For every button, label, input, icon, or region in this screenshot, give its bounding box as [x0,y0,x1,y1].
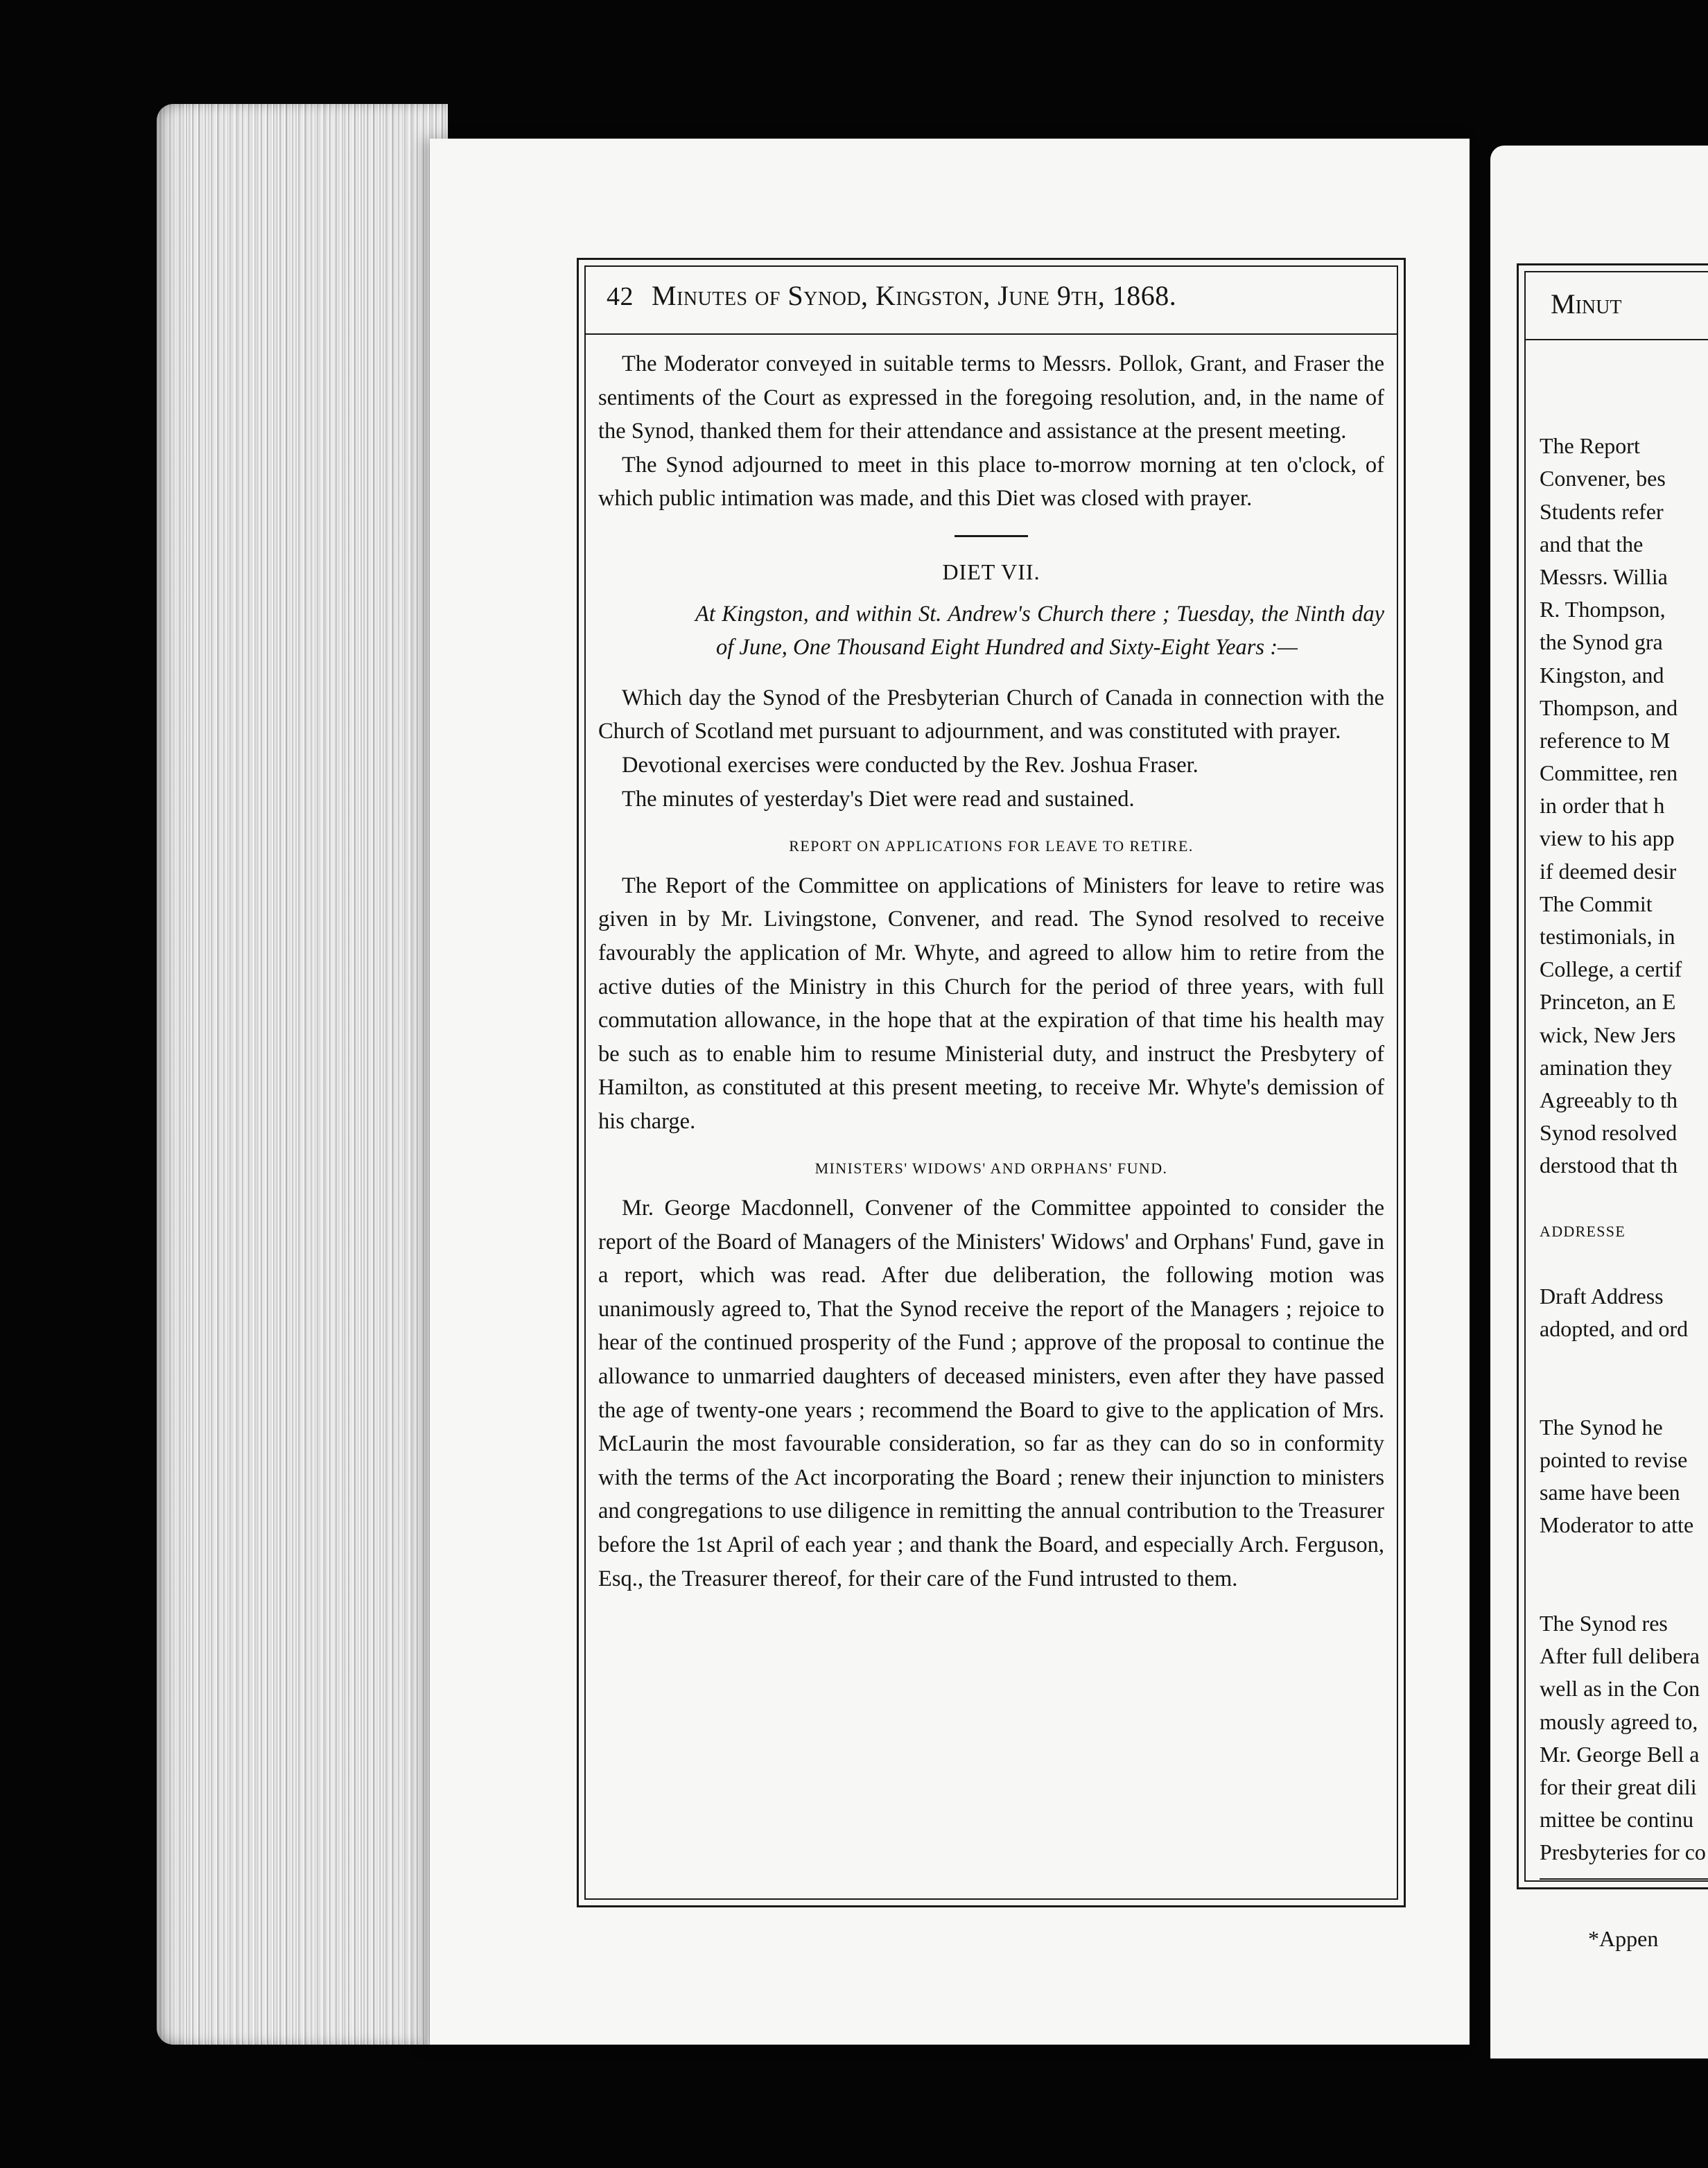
spacer [598,665,1384,681]
right-page-border [1517,263,1708,1951]
right-text-line: mously agreed to, [1540,1708,1698,1734]
right-text-line: the Synod gra [1540,629,1663,655]
right-text-line: amination they [1540,1054,1673,1080]
paragraph: The minutes of yesterday's Diet were read and sustained. [622,786,1135,812]
right-text-line: testimonials, in [1540,924,1675,949]
right-text-line: Agreeably to th [1540,1087,1678,1112]
right-text-line: wick, New Jers [1540,1022,1676,1047]
right-text-line: derstood that th [1540,1153,1678,1178]
running-head [607,279,1376,321]
right-text-line [1540,397,1708,430]
footnote-rule [1540,1878,1708,1912]
right-text-line: Princeton, an E [1540,989,1676,1015]
right-page-text [1540,397,1708,1955]
right-text-line: After full delibera [1540,1643,1700,1669]
right-text-line: pointed to revise [1540,1447,1688,1472]
left-page [430,139,1470,2045]
right-text-line: view to his app [1540,825,1675,851]
paragraph: Mr. George Macdonnell, Convener of the Committee appointed to consider the report of the Board of Managers of the Ministers' Widows' and Orphans' Fund, gave in a report, which was read. After due deliberation, the following motion was unanimously agreed to, That the Synod receive the report of the Managers ; rejoice to hear of the continued prosperity of the Fund ; approve of the proposal to continue the allowance to unmarried daughters of deceased ministers, even after they have passed the age of twenty-one years ; recommend the Board to give to the application of Mrs. McLaurin the most favourable consideration, so far as they can do so in conformity with the terms of the Act incorporating the Board ; renew their injunction to ministers and congregations to use diligence in remitting the annual contribution to the Treasurer before the 1st April of each year ; and thank the Board, and especially Arch. Ferguson, Esq., the Treasurer thereof, for their care of the Fund intrusted to them. [598,1196,1384,1591]
right-text-line: Synod resolved [1540,1120,1678,1146]
section-heading: REPORT ON APPLICATIONS FOR LEAVE TO RETIRE. [789,837,1194,855]
section-divider [955,535,1028,537]
right-text-line: R. Thompson, [1540,597,1666,622]
right-text-line: Messrs. Willia [1540,563,1668,589]
right-text-line: for their great dili [1540,1774,1697,1799]
right-text-line: The Synod he [1540,1414,1663,1440]
right-text-line [1540,1248,1708,1280]
page-body [598,347,1384,1596]
right-text-line [1540,1575,1708,1607]
right-text-line: Mr. George Bell a [1540,1741,1700,1767]
diet-intro [695,597,1384,665]
right-text-line: mittee be continu [1540,1807,1694,1833]
right-text-line: ADDRESSE [1540,1222,1626,1240]
right-text-line: Thompson, and [1540,694,1678,720]
right-text-line: Kingston, and [1540,662,1664,688]
right-text-line: College, a certif [1540,956,1682,982]
page-border [577,258,1406,1907]
right-text-line: Students refer [1540,498,1664,524]
diet-intro-text: At Kingston, and within St. Andrew's Church there ; Tuesday, the Ninth day of June, One Thousand Eight Hundred and Sixty-Eight Years :— [695,601,1384,661]
right-page [1490,146,1708,2058]
right-text-line: and that the [1540,531,1644,557]
footnote: *Appen [1588,1925,1659,1951]
right-text-line: Moderator to atte [1540,1512,1694,1538]
paragraph: The Synod adjourned to meet in this place to-morrow morning at ten o'clock, of which public intimation was made, and this Diet was closed with prayer. [598,452,1384,512]
paragraph: The Moderator conveyed in suitable terms to Messrs. Pollok, Grant, and Fraser the sentiments of the Court as expressed in the foregoing resolution, and, in the name of the Synod, thanked them for their attendance and assistance at the present meeting. [598,351,1384,444]
right-text-line: Convener, bes [1540,466,1666,491]
right-text-line: if deemed desir [1540,858,1677,884]
right-text-line: The Report [1540,433,1640,459]
right-text-line [1540,1542,1708,1575]
right-text-line [1540,1345,1708,1378]
paragraph: The Report of the Committee on applications of Ministers for leave to retire was given in by Mr. Livingstone, Convener, and read. The Synod resolved to receive favourably the application of Mr. Whyte, and agreed to allow him to retire from the active duties of the Ministry in this Church for the period of three years, with full commutation allowance, in the hope that at the expiration of that time his health may be such as to enable him to resume Ministerial duty, and instruct the Presbytery of Hamilton, as constituted at this present meeting, to receive Mr. Whyte's demission of his charge. [598,873,1384,1134]
right-text-line: Committee, ren [1540,760,1678,786]
page-number: 42 [607,282,634,311]
section-heading: MINISTERS' WIDOWS' AND ORPHANS' FUND. [814,1160,1168,1178]
running-head-title: Minutes of Synod, Kingston, June 9th, 1868. [652,280,1177,311]
right-running-head: Minut [1551,288,1622,320]
right-text-line [1540,1379,1708,1411]
right-page-border-inner [1524,271,1708,1951]
right-text-line: The Synod res [1540,1610,1668,1636]
right-text-line: Draft Address [1540,1284,1664,1309]
diet-heading: DIET VII. [942,559,1040,584]
right-text-line [1540,1182,1708,1215]
page-border-inner [584,265,1398,1900]
right-text-line: in order that h [1540,793,1665,819]
right-head-rule [1526,339,1708,340]
paragraph: Devotional exercises were conducted by the Rev. Joshua Fraser. [622,752,1199,778]
right-text-line: same have been [1540,1480,1680,1505]
right-text-line: well as in the Con [1540,1676,1700,1702]
right-text-line: adopted, and ord [1540,1316,1689,1342]
right-text-line: reference to M [1540,727,1671,753]
right-text-line: Presbyteries for co [1540,1839,1706,1865]
right-text-line: The Commit [1540,891,1653,916]
paragraph: Which day the Synod of the Presbyterian Church of Canada in connection with the Church of Scotland met pursuant to adjournment, and was constituted with prayer. [598,685,1384,744]
head-rule [586,333,1397,335]
page-edges [157,104,448,2045]
